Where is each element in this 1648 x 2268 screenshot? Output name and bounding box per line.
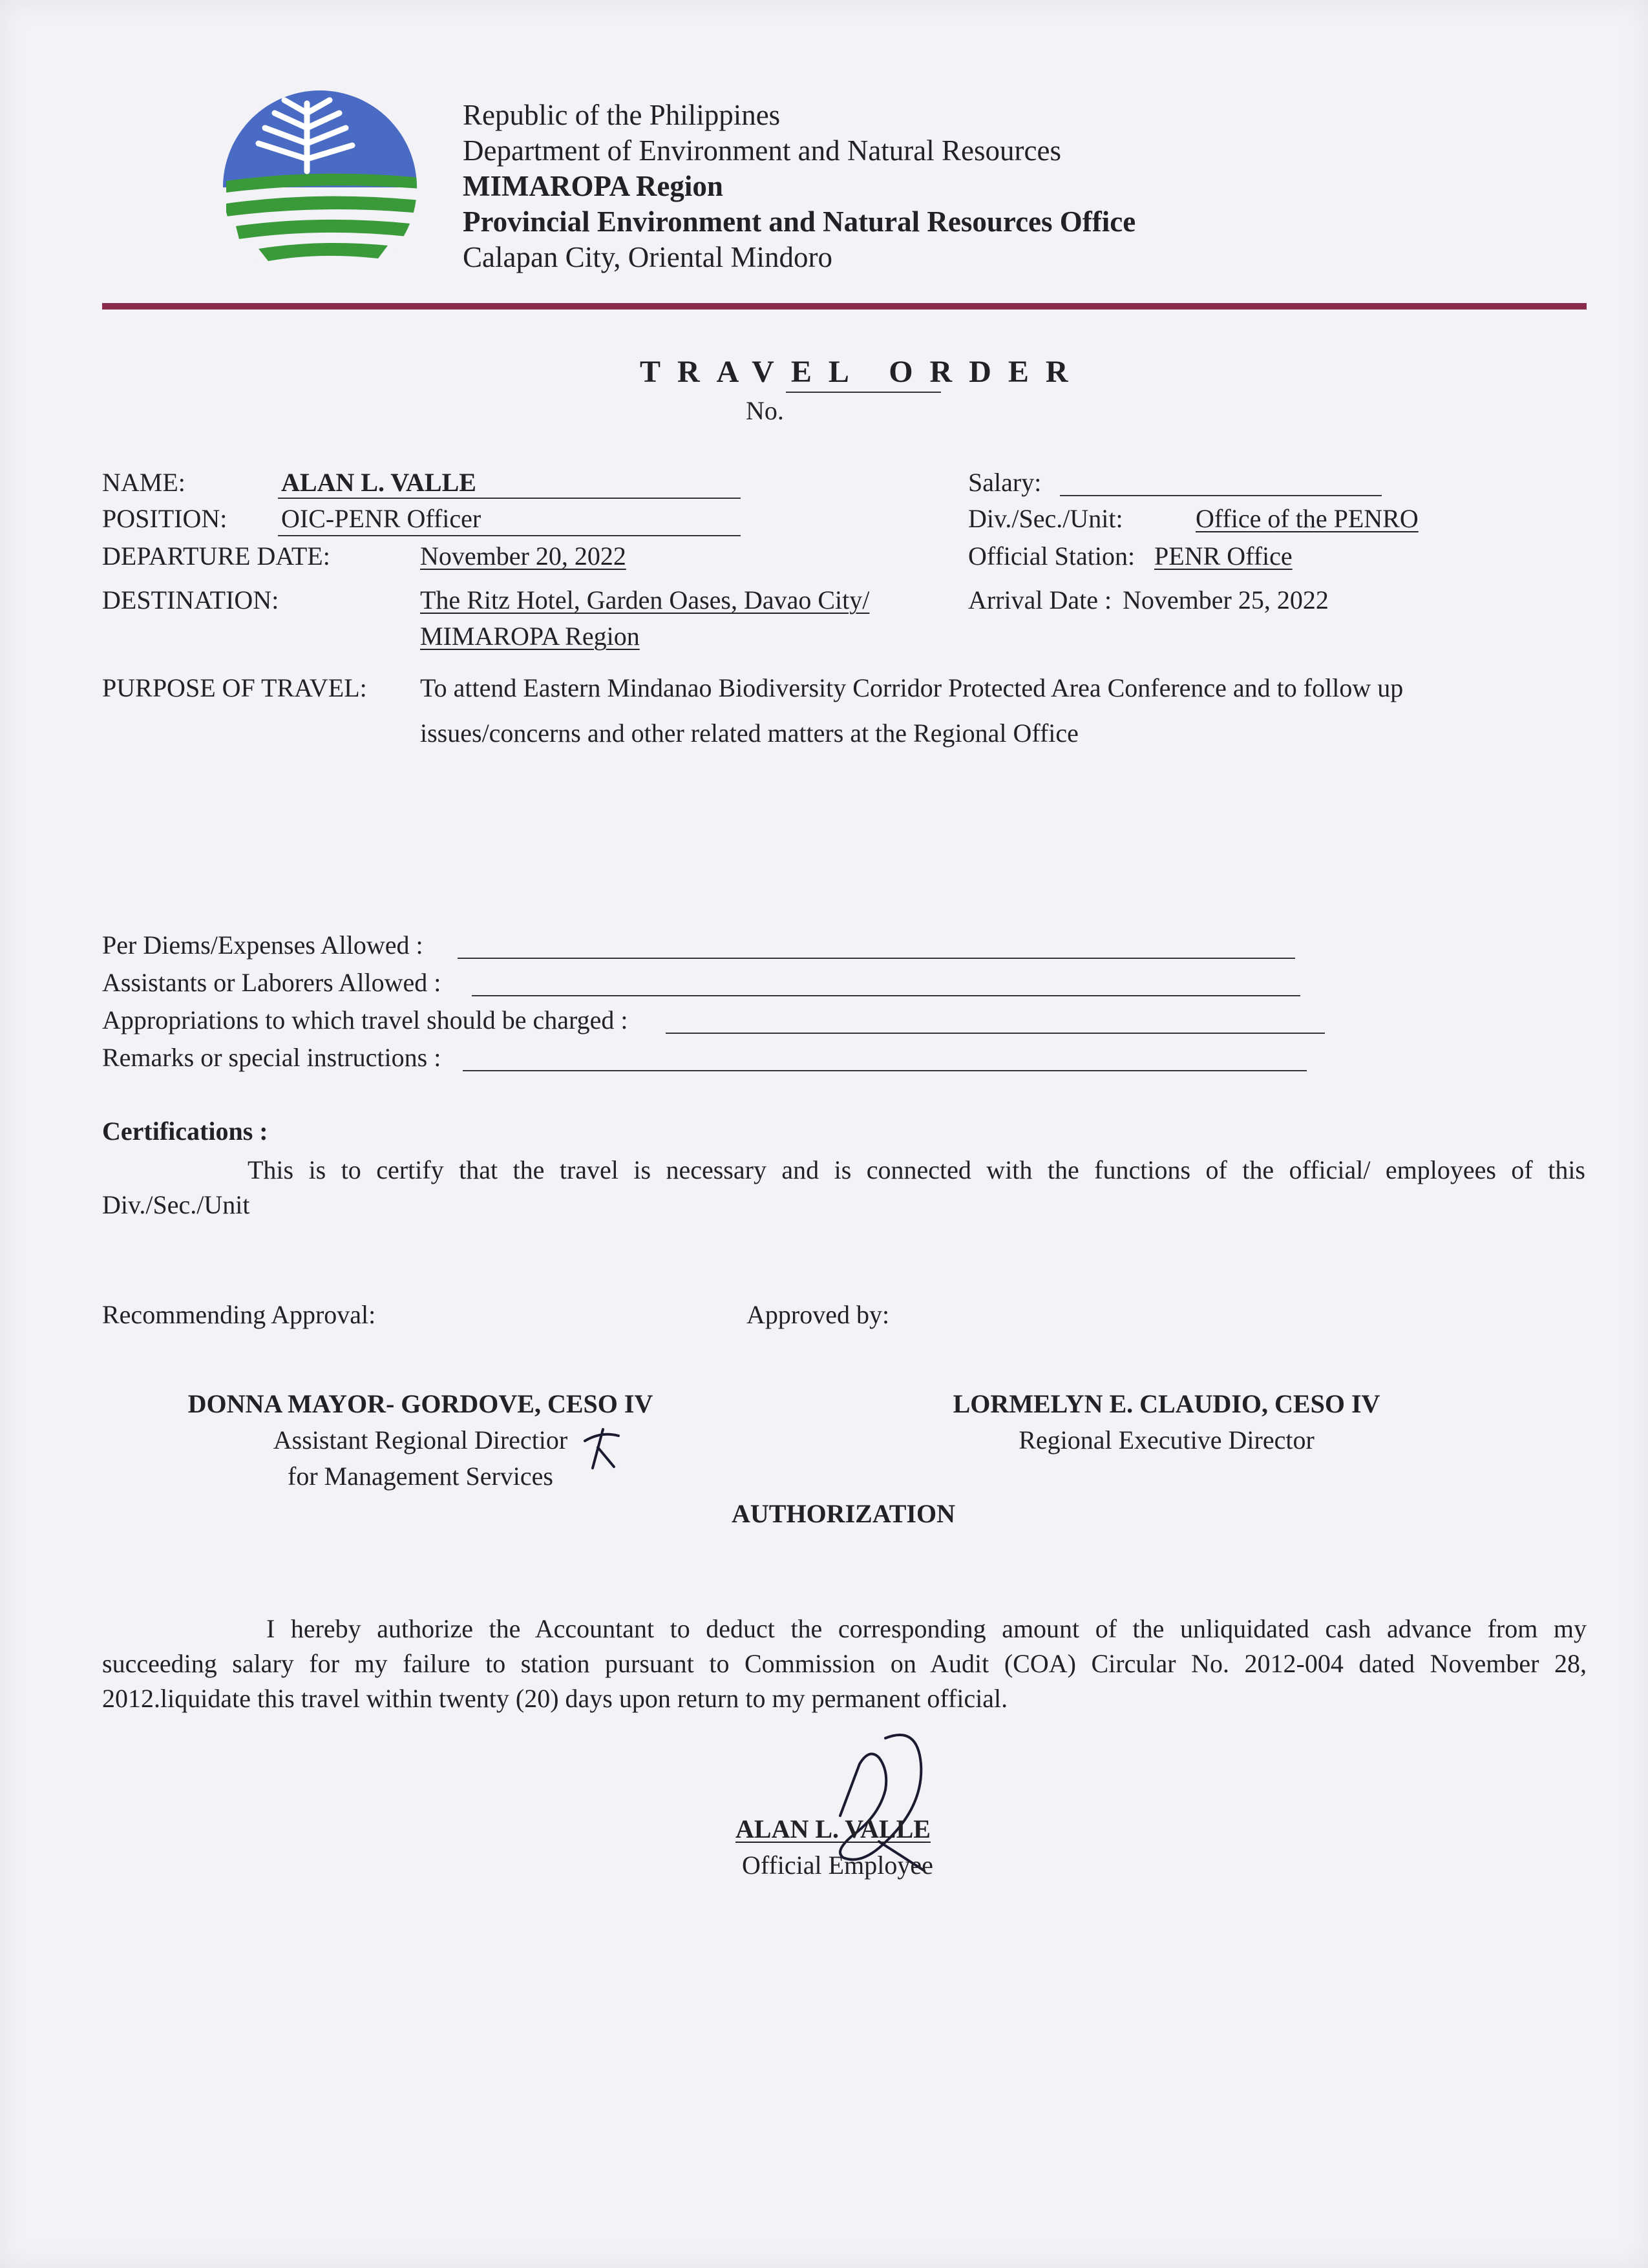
header-department: Department of Environment and Natural Resources (463, 134, 1061, 167)
document-title: TRAVEL ORDER (640, 355, 1085, 389)
recommender-title-line1: Assistant Regional Directior (273, 1425, 568, 1454)
authorization-line3: 2012.liquidate this travel within twenty (20) days upon return to my permanent official. (102, 1684, 1008, 1713)
official-station-value: PENR Office (1154, 541, 1293, 571)
employee-title: Official Employee (742, 1851, 933, 1880)
name-value: ALAN L. VALLE (281, 468, 476, 497)
recommender-name: DONNA MAYOR- GORDOVE, CESO IV (187, 1389, 653, 1418)
salary-label: Salary: (968, 468, 1042, 497)
arrival-date-value: November 25, 2022 (1123, 585, 1329, 614)
order-number-field (786, 392, 941, 393)
header-region: MIMAROPA Region (463, 170, 723, 202)
division-value: Office of the PENRO (1196, 504, 1419, 533)
departure-date-value: November 20, 2022 (420, 541, 626, 571)
name-underline (278, 498, 741, 499)
order-number-label: No. (746, 396, 784, 425)
destination-value-line2: MIMAROPA Region (420, 622, 640, 651)
per-diems-field (458, 958, 1295, 959)
destination-value-line1: The Ritz Hotel, Garden Oases, Davao City/ (420, 585, 870, 614)
purpose-line1: To attend Eastern Mindanao Biodiversity Corridor Protected Area Conference and to follow up (420, 673, 1404, 702)
denr-logo-icon (213, 90, 427, 284)
recommender-title-line2: for Management Services (288, 1462, 553, 1491)
approved-by-label: Approved by: (746, 1300, 890, 1329)
certification-text-line1: This is to certify that the travel is necessary and is connected with the functions of the official/ employees of this (248, 1155, 1585, 1184)
approver-title: Regional Executive Director (1019, 1425, 1315, 1454)
employee-name: ALAN L. VALLE (735, 1814, 931, 1843)
position-label: POSITION: (102, 504, 227, 533)
appropriations-label: Appropriations to which travel should be charged : (102, 1005, 628, 1034)
departure-date-label: DEPARTURE DATE: (102, 541, 330, 571)
initial-signature-icon (578, 1422, 624, 1473)
remarks-label: Remarks or special instructions : (102, 1043, 441, 1072)
assistants-field (472, 995, 1300, 996)
purpose-line2: issues/concerns and other related matters at the Regional Office (420, 719, 1079, 748)
authorization-line2: succeeding salary for my failure to station pursuant to Commission on Audit (COA) Circular No. 2012-004 dated November 28, (102, 1649, 1587, 1678)
assistants-label: Assistants or Laborers Allowed : (102, 968, 441, 997)
purpose-label: PURPOSE OF TRAVEL: (102, 673, 367, 702)
approver-name: LORMELYN E. CLAUDIO, CESO IV (953, 1389, 1380, 1418)
per-diems-label: Per Diems/Expenses Allowed : (102, 930, 423, 960)
authorization-line1: I hereby authorize the Accountant to deduct the corresponding amount of the unliquidated cash advance from my (266, 1614, 1587, 1643)
position-underline (278, 535, 741, 536)
name-label: NAME: (102, 468, 185, 497)
appropriations-field (666, 1033, 1325, 1034)
header-republic: Republic of the Philippines (463, 99, 781, 131)
salary-field (1060, 495, 1382, 496)
remarks-field (463, 1070, 1307, 1071)
division-label: Div./Sec./Unit: (968, 504, 1123, 533)
recommending-approval-label: Recommending Approval: (102, 1300, 376, 1329)
header-divider (102, 303, 1587, 310)
arrival-date-label: Arrival Date : (968, 585, 1112, 614)
destination-label: DESTINATION: (102, 585, 279, 614)
certification-text-line2: Div./Sec./Unit (102, 1190, 250, 1219)
certifications-heading: Certifications : (102, 1117, 268, 1146)
authorization-heading: AUTHORIZATION (732, 1499, 955, 1528)
header-location: Calapan City, Oriental Mindoro (463, 241, 832, 273)
header-office: Provincial Environment and Natural Resources Office (463, 205, 1136, 238)
position-value: OIC-PENR Officer (281, 504, 481, 533)
official-station-label: Official Station: (968, 541, 1136, 571)
